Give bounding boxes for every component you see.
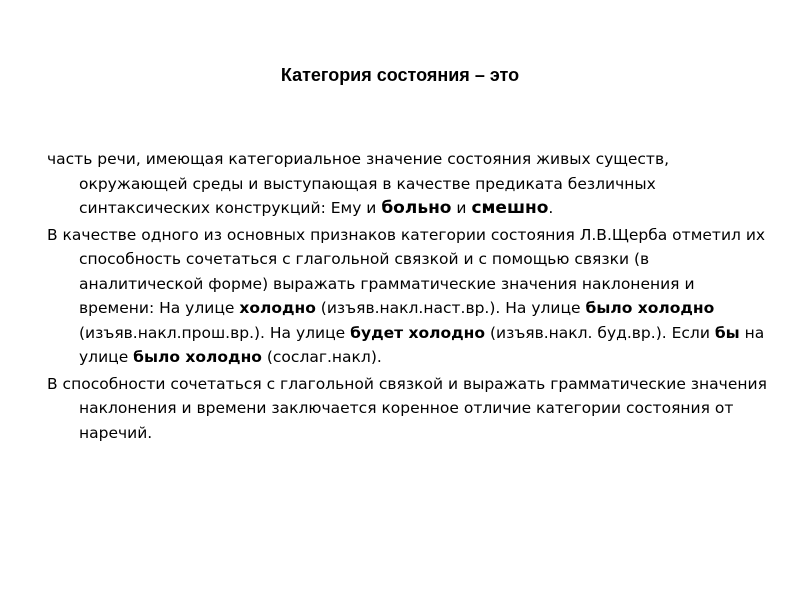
- bold-term: бы: [714, 323, 740, 342]
- paragraph-definition: [47, 147, 767, 221]
- text-run: .: [548, 199, 554, 217]
- text-run: В способности сочетаться с глагольной связкой и выражать грамматические значения наклонения и времени заключается коренное отличие категории состояния от наречий.: [47, 374, 767, 442]
- bold-term: смешно: [471, 198, 549, 218]
- paragraph-conclusion: [47, 372, 767, 446]
- text-run: (изъяв.накл.прош.вр.). На улице: [79, 323, 351, 342]
- text-run: (изъяв.накл.наст.вр.). На улице: [315, 299, 586, 317]
- text-run: на улице: [79, 323, 765, 366]
- bold-term: холодно: [239, 299, 316, 317]
- bold-term: больно: [381, 198, 452, 218]
- bold-term: было холодно: [585, 299, 715, 317]
- text-run: В качестве одного из основных признаков категории состояния Л.В.Щерба отметил их способность сочетаться с глагольной связкой и с помощью связки (в аналитической форме) выражать грамматические значения наклонения и времени: На улице: [47, 225, 766, 317]
- text-run: (изъяв.накл. буд.вр.). Если: [485, 323, 715, 342]
- bold-term: было холодно: [133, 348, 262, 366]
- text-run: и: [451, 199, 472, 217]
- bold-term: будет холодно: [350, 323, 486, 342]
- slide-title: Категория состояния – это: [280, 65, 520, 85]
- slide-body: [47, 147, 767, 447]
- text-run: (сослаг.накл).: [261, 348, 382, 366]
- paragraph-shcherba: [47, 223, 767, 370]
- text-run: часть речи, имеющая категориальное значение состояния живых существ, окружающей среды и выступающая в качестве предиката безличных синтаксических конструкций: Ему и: [47, 150, 670, 217]
